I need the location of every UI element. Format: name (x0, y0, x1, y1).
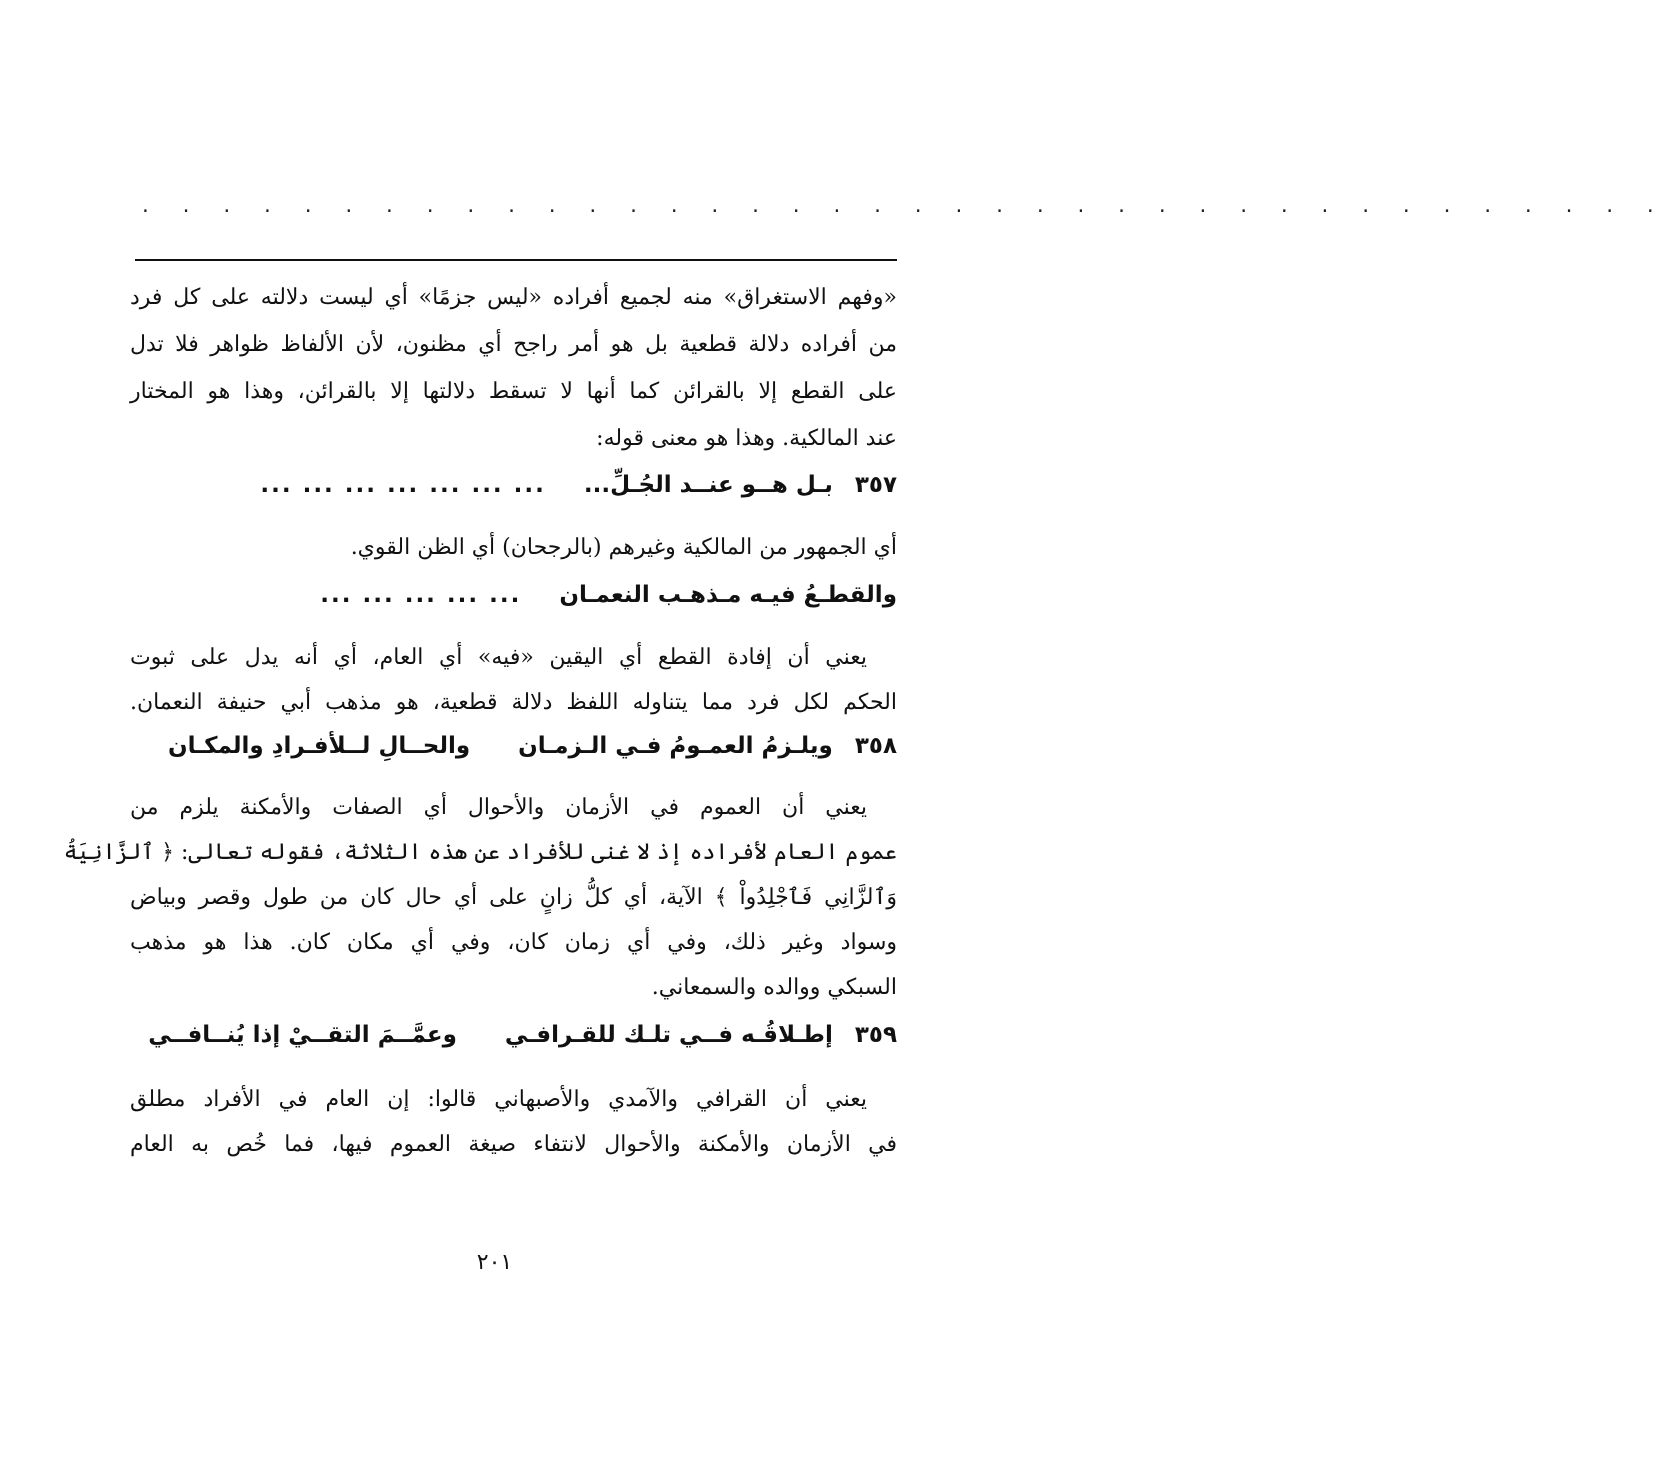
commentary-line: وسواد وغير ذلك، وفي أي زمان كان، وفي أي مكان كان. هذا هو مذهب (130, 930, 897, 955)
verse-hemistich-first: إطـلاقُـه فــي تلـك للقـرافـي (504, 1022, 833, 1048)
verse-hemistich-first: بـل هــو عنــد الجُـلِّ... (583, 472, 833, 498)
commentary-line: السبكي ووالده والسمعاني. (651, 975, 897, 1000)
commentary-line: يعني أن العموم في الأزمان والأحوال أي الصفات والأمكنة يلزم من (130, 795, 867, 820)
commentary-line: أي الجمهور من المالكية وغيرهم (بالرجحان) أي الظن القوي. (350, 535, 897, 560)
commentary-line: يعني أن إفادة القطع أي اليقين «فيه» أي العام، أي أنه يدل على ثبوت (130, 645, 867, 670)
commentary-line: عموم العام لأفراده إذ لا غنى للأفراد عن هذه الثلاثة، فقوله تعالى: ﴿ ٱلزَّانِيَةُ (63, 840, 897, 865)
commentary-line: «وفهم الاستغراق» منه لجميع أفراده «ليس جزمًا» أي ليست دلالته على كل فرد (130, 285, 897, 310)
verse-hemistich-second: وعمَّــمَ التقــيْ إذا يُنــافــي (148, 1022, 457, 1048)
verse-359 (130, 1020, 897, 1050)
page-number: ٢٠١ (476, 1250, 513, 1275)
commentary-line: عند المالكية. وهذا هو معنى قوله: (596, 426, 897, 451)
commentary-line: يعني أن القرافي والآمدي والأصبهاني قالوا: إن العام في الأفراد مطلق (130, 1087, 867, 1112)
verse-358 (130, 731, 897, 761)
verse-ellipsis: ... ... ... ... ... ... ... (260, 472, 546, 498)
header-rule (135, 259, 897, 261)
verse-hemistich-first: ويلـزمُ العمـومُ فـي الـزمـان (518, 733, 833, 759)
verse-357 (130, 470, 897, 500)
verse-number: ٣٥٧ (854, 472, 897, 498)
commentary-line: وَٱلزَّانِي فَٱجْلِدُواْ ﴾ الآية، أي كلُّ زانٍ على أي حال كان من طول وقصر وبياض (130, 885, 897, 910)
header-dots: . . . . . . . . . . . . . . . . . . . . . . . . . . . . . . . . . . . . . . (140, 196, 1665, 217)
commentary-line: من أفراده دلالة قطعية بل هو أمر راجح أي مظنون، لأن الألفاظ ظواهر فلا تدل (130, 332, 897, 357)
verse-hemistich-second: والحــالِ لــلأفـرادِ والمكـان (167, 733, 471, 759)
commentary-line: في الأزمان والأمكنة والأحوال لانتفاء صيغة العموم فيها، فما خُص به العام (130, 1132, 897, 1157)
commentary-line: على القطع إلا بالقرائن كما أنها لا تسقط دلالتها إلا بالقرائن، وهذا هو المختار (130, 379, 897, 404)
verse-ellipsis: ... ... ... ... ... (320, 582, 522, 608)
verse-357-second (130, 580, 897, 610)
verse-hemistich-second: والقطـعُ فيـه مـذهـب النعمـان (559, 582, 897, 608)
commentary-line: الحكم لكل فرد مما يتناوله اللفظ دلالة قطعية، هو مذهب أبي حنيفة النعمان. (130, 690, 897, 715)
verse-number: ٣٥٨ (854, 733, 897, 759)
verse-number: ٣٥٩ (854, 1022, 897, 1048)
